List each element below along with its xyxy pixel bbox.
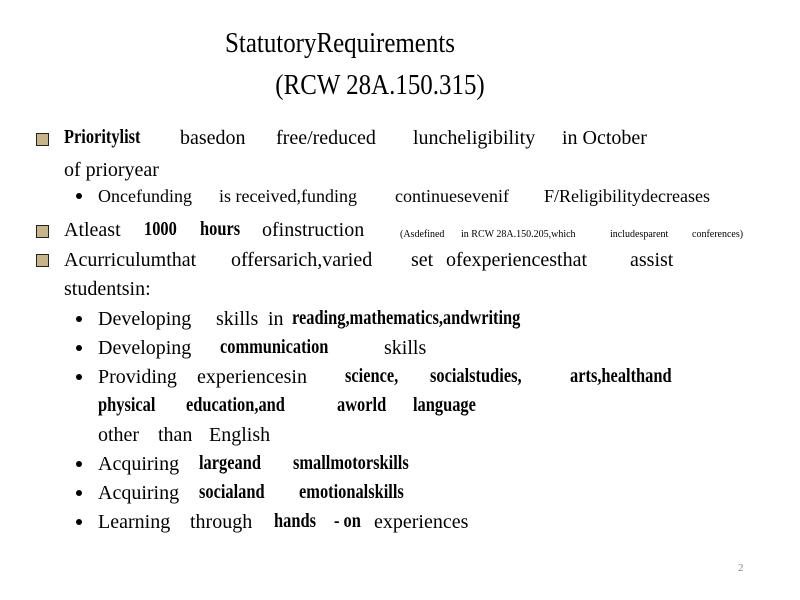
bullet-word: offersarich,varied: [231, 249, 373, 271]
bold-word: communication: [220, 336, 329, 358]
bold-word: aworld: [337, 394, 387, 416]
list-item-word: experiences: [374, 511, 469, 533]
bullet-word: free/reduced: [276, 127, 376, 149]
page-number: 2: [738, 562, 744, 574]
bold-word: socialstudies,: [430, 365, 522, 387]
bold-word: science,: [345, 365, 399, 387]
sub-bullet-word: F/Religibilitydecreases: [544, 186, 710, 206]
round-bullet-icon: [76, 490, 82, 496]
list-item-word: skills: [384, 337, 427, 359]
bold-word: hands: [274, 510, 316, 532]
sub-bullet-word: continuesevenif: [395, 186, 509, 206]
bold-word: socialand: [199, 481, 265, 503]
bold-word: smallmotorskills: [293, 452, 409, 474]
square-bullet-icon: [36, 254, 49, 267]
sub-bullet-word: is received,funding: [219, 186, 357, 206]
note-word: includesparent: [610, 229, 669, 240]
list-item-word: Providing: [98, 366, 177, 388]
square-bullet-icon: [36, 133, 49, 146]
bullet-word: set: [411, 249, 434, 271]
bullet-word: Acurriculumthat: [64, 249, 197, 271]
bullet-continuation: studentsin:: [64, 278, 151, 300]
bold-word: hours: [200, 218, 241, 240]
bullet-continuation: of prioryear: [64, 159, 159, 181]
round-bullet-icon: [76, 316, 82, 322]
list-item-word: skills: [216, 308, 259, 330]
bullet-word: Atleast: [64, 219, 121, 241]
list-item-word: other: [98, 424, 140, 446]
priority-list-text: Prioritylist: [64, 126, 141, 148]
note-word: conferences): [692, 229, 744, 240]
list-item-word: English: [209, 424, 271, 446]
round-bullet-icon: [76, 193, 82, 199]
note-word: in RCW 28A.150.205,which: [461, 229, 576, 240]
round-bullet-icon: [76, 461, 82, 467]
bold-word: language: [413, 394, 476, 416]
list-item-word: in: [268, 308, 284, 330]
list-item-word: Acquiring: [98, 453, 180, 475]
bullet-word: ofinstruction: [262, 219, 365, 241]
list-item-word: Developing: [98, 337, 192, 359]
bullet-word: in October: [562, 127, 647, 149]
bullet-word: basedon: [180, 127, 246, 149]
round-bullet-icon: [76, 519, 82, 525]
round-bullet-icon: [76, 345, 82, 351]
bold-word: largeand: [199, 452, 261, 474]
slide-title-line-1: StatutoryRequirements: [225, 27, 455, 59]
bold-word: education,and: [186, 394, 285, 416]
list-item-word: experiencesin: [197, 366, 307, 388]
list-item-word: than: [158, 424, 193, 446]
bullet-word: ofexperiencesthat: [446, 249, 588, 271]
round-bullet-icon: [76, 374, 82, 380]
slide-title-line-2: (RCW 28A.150.315): [275, 69, 485, 101]
bold-word: - on: [334, 510, 361, 532]
list-item-word: Developing: [98, 308, 192, 330]
bold-word: physical: [98, 394, 156, 416]
note-word: (Asdefined: [400, 229, 445, 240]
list-item-word: Learning: [98, 511, 171, 533]
bold-word: 1000: [144, 218, 177, 240]
sub-bullet-word: Oncefunding: [98, 186, 192, 206]
bullet-word: luncheligibility: [413, 127, 536, 149]
bold-word: reading,mathematics,andwriting: [292, 307, 521, 329]
list-item-word: through: [190, 511, 253, 533]
bullet-word: assist: [630, 249, 674, 271]
square-bullet-icon: [36, 225, 49, 238]
bold-word: arts,healthand: [570, 365, 672, 387]
bold-word: emotionalskills: [299, 481, 404, 503]
list-item-word: Acquiring: [98, 482, 180, 504]
